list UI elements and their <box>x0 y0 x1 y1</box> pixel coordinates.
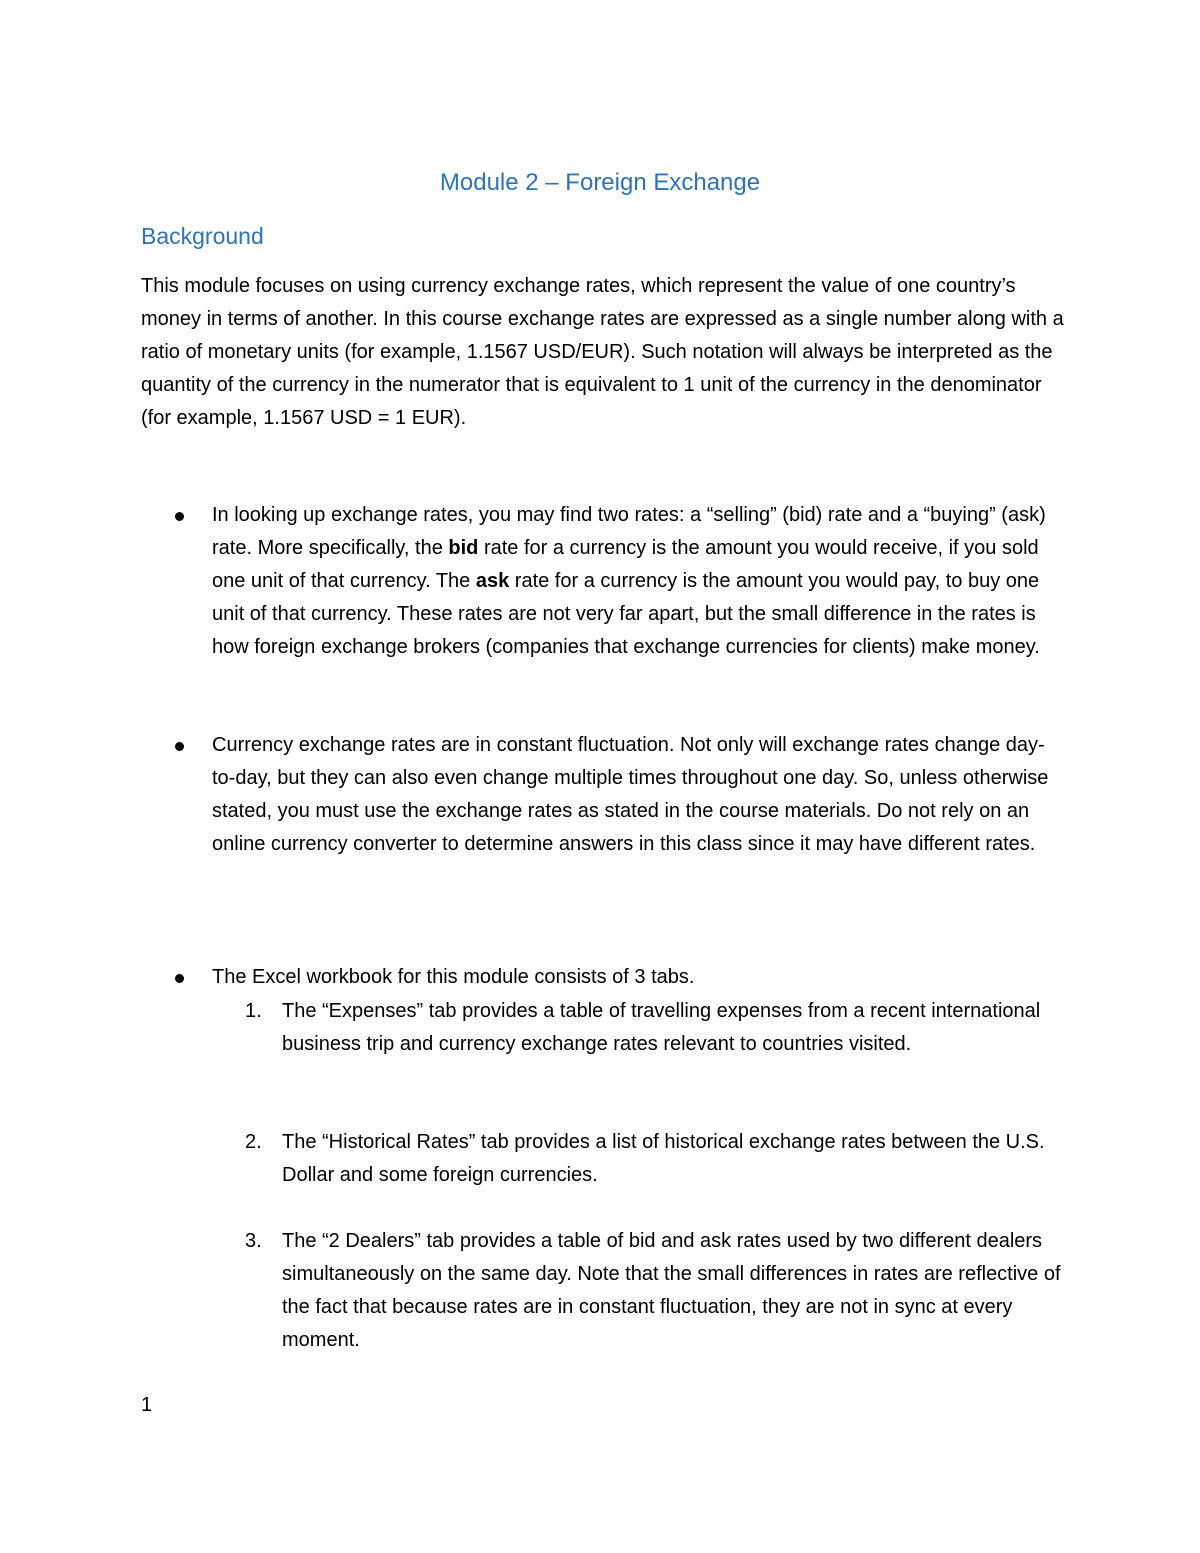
bullet-text: Currency exchange rates are in constant fluctuation. Not only will exchange rates change day-to-day, but they can also even change multiple times throughout one day. So, unless otherwise stated, you must use the exchange rates as stated in the course materials. Do not rely on an online currency converter to determine answers in this class since it may have different rates. <box>212 734 1049 855</box>
page-number: 1 <box>141 1394 153 1416</box>
bullet-text-part: rate for a currency is the amount you would receive, if you sold one unit of that currency. The <box>212 537 1039 592</box>
bullet-text-part: In looking up exchange rates, you may find two rates: a “selling” (bid) rate and a “buying” (ask) rate. More specifically, the <box>212 504 1046 559</box>
section-heading: Background <box>141 223 264 249</box>
bullet-text-part: rate for a currency is the amount you would pay, to buy one unit of that currency. These rates are not very far apart, but the small difference in the rates is how foreign exchange brokers (companies that exchange currencies for clients) make money. <box>212 570 1040 658</box>
document-title: Module 2 – Foreign Exchange <box>439 169 761 196</box>
bullet-icon <box>175 742 184 751</box>
bullet-icon <box>175 974 184 983</box>
list-number: 3. <box>245 1230 262 1252</box>
bullet-item-workbook <box>141 961 1066 994</box>
list-item-text: The “2 Dealers” tab provides a table of bid and ask rates used by two different dealers simultaneously on the same day. Note that the small differences in rates are reflective of the fact that because rates are in constant fluctuation, they are not in sync at every moment. <box>282 1230 1061 1351</box>
numbered-item-2-dealers <box>245 1225 1065 1357</box>
list-item-text: The “Historical Rates” tab provides a list of historical exchange rates between the U.S. Dollar and some foreign currencies. <box>282 1131 1045 1186</box>
list-number: 2. <box>245 1131 262 1153</box>
list-number: 1. <box>245 1000 262 1022</box>
bold-term-ask: ask <box>475 570 510 592</box>
numbered-item-historical-rates <box>245 1126 1065 1192</box>
intro-paragraph: This module focuses on using currency exchange rates, which represent the value of one country’s money in terms of another. In this course exchange rates are expressed as a single number along with a ratio of monetary units (for example, 1.1567 USD/EUR). Such notation will always be interpreted as the quantity of the currency in the numerator that is equivalent to 1 unit of the currency in the denominator (for example, 1.1567 USD = 1 EUR). <box>141 275 1064 429</box>
bullet-text <box>212 499 1066 664</box>
bullet-item-fluctuation <box>141 729 1066 861</box>
bold-term-bid: bid <box>448 537 479 559</box>
bullet-icon <box>175 512 184 521</box>
bullet-text: The Excel workbook for this module consists of 3 tabs. <box>212 966 695 988</box>
bullet-item-bid-ask <box>141 499 1066 664</box>
numbered-item-expenses <box>245 995 1065 1061</box>
list-item-text: The “Expenses” tab provides a table of travelling expenses from a recent international business trip and currency exchange rates relevant to countries visited. <box>282 1000 1041 1055</box>
